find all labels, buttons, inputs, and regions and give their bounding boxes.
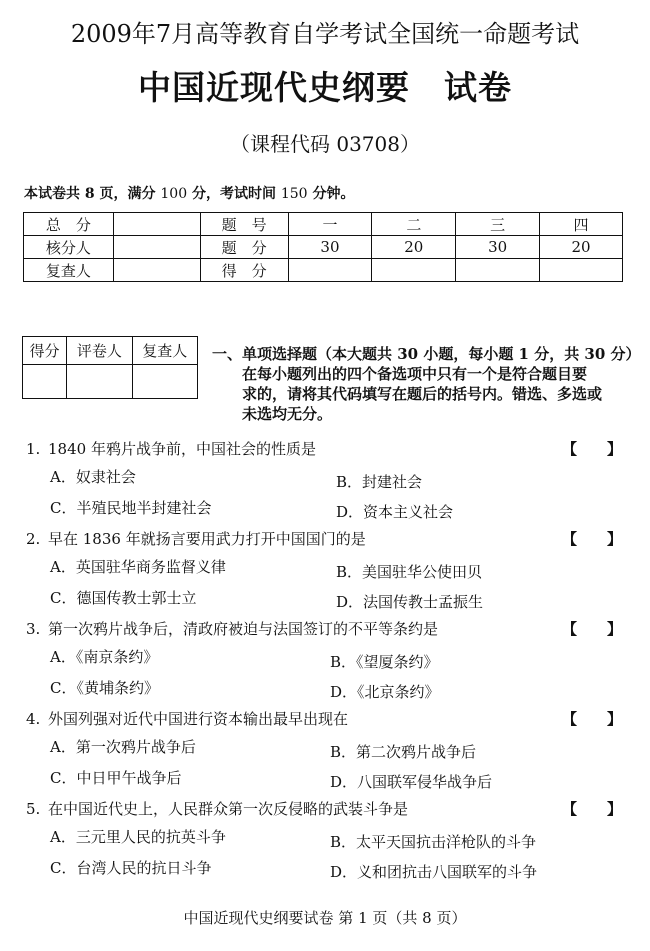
section-instruction-line: 求的，请将其代码填写在题后的括号内。错选、多选或 (242, 385, 603, 403)
got-score-cell[interactable] (456, 259, 540, 282)
answer-bracket[interactable]: 【 】 (562, 530, 623, 548)
score-table (23, 212, 623, 282)
answer-bracket[interactable]: 【 】 (562, 620, 623, 638)
option-c: C．中日甲午战争后 (50, 769, 182, 787)
grader-reviewer-cell[interactable] (132, 365, 197, 399)
checker-label: 核分人 (24, 236, 114, 259)
section-title: 一、单项选择题（本大题共 30 小题，每小题 1 分，共 30 分） (212, 345, 641, 363)
course-code: （课程代码 03708） (230, 132, 420, 156)
page-footer: 中国近现代史纲要试卷 第 1 页（共 8 页） (183, 909, 467, 927)
option-c: C．《黄埔条约》 (50, 679, 159, 697)
section-instruction-line: 在每小题列出的四个备选项中只有一个是符合题目要 (242, 365, 588, 383)
question-stem (26, 708, 348, 729)
question-text: 外国列强对近代中国进行资本输出最早出现在 (48, 710, 349, 728)
section-number: 四 (540, 213, 623, 236)
section-points: 30 (456, 236, 540, 259)
option-c: C．台湾人民的抗日斗争 (50, 859, 212, 877)
got-score-cell[interactable] (372, 259, 456, 282)
section-points: 30 (288, 236, 372, 259)
option-b: B．第二次鸦片战争后 (330, 743, 477, 761)
reviewer-label: 复查人 (24, 259, 114, 282)
answer-bracket[interactable]: 【 】 (562, 440, 623, 458)
question-text: 早在 1836 年就扬言要用武力打开中国国门的是 (48, 530, 366, 548)
option-d: D．义和团抗击八国联军的斗争 (330, 863, 538, 881)
question-number: 1. (26, 440, 41, 458)
exam-minutes: 150 (280, 186, 308, 202)
question-stem (26, 528, 366, 549)
question-number: 3. (26, 620, 41, 638)
option-a: A．《南京条约》 (50, 648, 159, 666)
info-text-c: 分钟。 (307, 186, 355, 202)
question-text: 第一次鸦片战争后，清政府被迫与法国签订的不平等条约是 (48, 620, 439, 638)
grader-label: 评卷人 (67, 337, 132, 365)
paper-title: 中国近现代史纲要 试卷 (138, 68, 512, 107)
info-text-a: 本试卷共 8 页，满分 (24, 186, 161, 202)
question-number: 5. (26, 800, 41, 818)
question-number: 4. (26, 710, 41, 728)
grader-score-label: 得分 (23, 337, 67, 365)
grader-name-cell[interactable] (67, 365, 132, 399)
info-text-b: 分，考试时间 (187, 186, 281, 202)
answer-bracket[interactable]: 【 】 (562, 710, 623, 728)
option-b: B．太平天国抗击洋枪队的斗争 (330, 833, 537, 851)
option-b: B．封建社会 (336, 473, 423, 491)
section-instruction-line: 未选均无分。 (242, 405, 333, 423)
got-score-cell[interactable] (540, 259, 623, 282)
answer-bracket[interactable]: 【 】 (562, 800, 623, 818)
section-points: 20 (540, 236, 623, 259)
grader-score-cell[interactable] (23, 365, 67, 399)
question-stem (26, 438, 316, 459)
total-score-cell[interactable] (113, 213, 200, 236)
got-score-cell[interactable] (288, 259, 372, 282)
option-a: A．英国驻华商务监督义律 (50, 558, 226, 576)
option-c: C．德国传教士郭士立 (50, 589, 197, 607)
option-d: D．资本主义社会 (336, 503, 454, 521)
option-d: D．《北京条约》 (330, 683, 440, 701)
reviewer-cell[interactable] (113, 259, 200, 282)
question-stem (26, 798, 408, 819)
option-d: D．法国传教士孟振生 (336, 593, 484, 611)
full-score: 100 (160, 186, 188, 202)
total-score-label: 总 分 (24, 213, 114, 236)
got-score-label: 得 分 (200, 259, 288, 282)
question-stem (26, 618, 438, 639)
paper-info (24, 183, 354, 203)
checker-cell[interactable] (113, 236, 200, 259)
points-label: 题 分 (200, 236, 288, 259)
option-a: A．奴隶社会 (50, 468, 136, 486)
option-c: C．半殖民地半封建社会 (50, 499, 212, 517)
grader-reviewer-label: 复查人 (132, 337, 197, 365)
option-d: D．八国联军侵华战争后 (330, 773, 493, 791)
section-number: 一 (288, 213, 372, 236)
grader-box (22, 336, 198, 399)
section-instructions (212, 344, 641, 424)
question-number-label: 题 号 (200, 213, 288, 236)
option-b: B．《望厦条约》 (330, 653, 439, 671)
section-number: 三 (456, 213, 540, 236)
option-b: B．美国驻华公使田贝 (336, 563, 483, 581)
question-text: 在中国近代史上，人民群众第一次反侵略的武装斗争是 (48, 800, 409, 818)
question-text: 1840 年鸦片战争前，中国社会的性质是 (48, 440, 316, 458)
option-a: A．三元里人民的抗英斗争 (50, 828, 226, 846)
exam-title: 2009年7月高等教育自学考试全国统一命题考试 (70, 20, 580, 48)
option-a: A．第一次鸦片战争后 (50, 738, 196, 756)
section-points: 20 (372, 236, 456, 259)
section-number: 二 (372, 213, 456, 236)
question-number: 2. (26, 530, 41, 548)
